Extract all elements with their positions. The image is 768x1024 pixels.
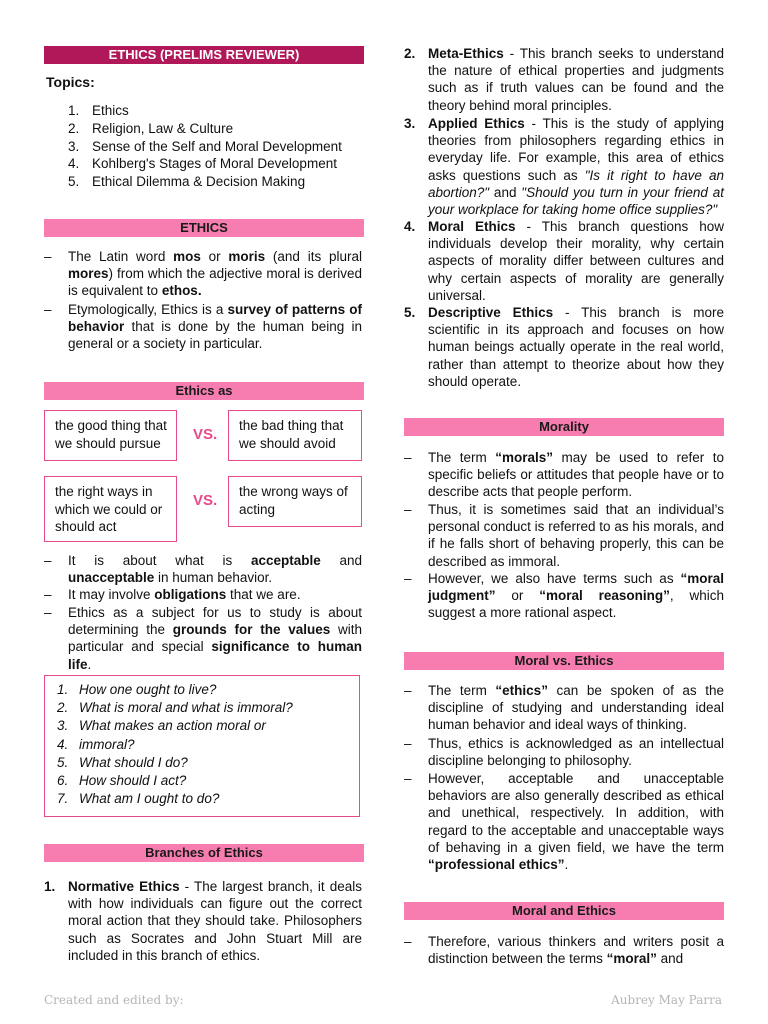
list-item: 5. What should I do? (57, 754, 188, 770)
questions-box (44, 675, 360, 817)
list-item: 5. Ethical Dilemma & Decision Making (68, 174, 306, 190)
list-item: 4. Kohlberg's Stages of Moral Development (68, 156, 337, 172)
document-title: ETHICS (PRELIMS REVIEWER) (44, 46, 364, 64)
section-header-ethics: ETHICS (44, 219, 364, 237)
branch-normative-ethics: 1. Normative Ethics - The largest branch, it deals with how individuals can figure out the correct moral action that they should take. Philosophers such as Socrates and John Stuart Mill are included in this branch of ethics. (44, 879, 362, 963)
morality-point-2: – Thus, it is sometimes said that an individual’s personal conduct is referred to as his morals, and if he falls short of behaving properly, this can be described as immoral. (428, 501, 724, 570)
topics-list (68, 102, 368, 191)
about-point-2: – It may involve obligations that we are. (68, 586, 362, 603)
branch-applied-ethics: 3. Applied Ethics - This is the study of applying theories from philosophers regarding ethics in everyday life. For example, this area of ethics asks questions such as "Is it right to have an abortion?" and "Should you turn in your friend at your workplace for taking home office supplies?" (404, 116, 724, 218)
list-item: 3. What makes an action moral or (57, 718, 266, 734)
section-header-morality: Morality (404, 418, 724, 436)
list-item: 2. What is moral and what is immoral? (57, 700, 293, 716)
compare-wrong-ways: the wrong ways of acting (228, 476, 362, 527)
branch-moral-ethics: 4. Moral Ethics - This branch questions how individuals develop their morality, why certain aspects of morality differ between cultures and why certain aspects of morality are generally universal. (404, 219, 724, 303)
list-item: 6. How should I act? (57, 773, 187, 789)
ethics-point-1: – The Latin word mos or moris (and its plural mores) from which the adjective moral is derived is equivalent to ethos. (68, 248, 362, 300)
moral-vs-point-2: – Thus, ethics is acknowledged as an intellectual discipline belonging to philosophy. (428, 735, 724, 769)
list-item: 2. Religion, Law & Culture (68, 120, 234, 136)
section-header-moral-and-ethics: Moral and Ethics (404, 902, 724, 920)
branch-descriptive-ethics: 5. Descriptive Ethics - This branch is more scientific in its approach and focuses on how human beings actually operate in the real world, rather than attempt to theorize about how they should operate. (404, 305, 724, 389)
morality-point-3: – However, we also have terms such as “moral judgment” or “moral reasoning”, which suggest a more rational aspect. (428, 570, 724, 622)
section-header-moral-vs-ethics: Moral vs. Ethics (404, 652, 724, 670)
moral-and-point-1: – Therefore, various thinkers and writers posit a distinction between the terms “moral” and (428, 933, 724, 967)
morality-point-1: – The term “morals” may be used to refer to specific beliefs or attitudes that people have or to describe acts that people perform. (428, 449, 724, 501)
branch-meta-ethics: 2. Meta-Ethics - This branch seeks to understand the nature of ethical properties and judgments such as if truth values can be found and the theory behind moral principles. (404, 46, 724, 113)
list-item: 4. immoral? (57, 736, 135, 752)
vs-label: VS. (193, 426, 218, 443)
about-point-3: – Ethics as a subject for us to study is about determining the grounds for the values with particular and special significance to human life. (68, 604, 362, 673)
vs-label: VS. (193, 492, 218, 509)
footer-author-name: Aubrey May Parra (611, 993, 722, 1007)
compare-right-ways: the right ways in which we could or should act (44, 476, 177, 542)
section-header-branches: Branches of Ethics (44, 844, 364, 862)
moral-vs-point-1: – The term “ethics” can be spoken of as the discipline of studying and understanding ideal human behavior and ideal ways of thinking. (428, 682, 724, 734)
ethics-point-2: – Etymologically, Ethics is a survey of patterns of behavior that is done by the human being in general or a society in particular. (68, 301, 362, 353)
footer-credit-label: Created and edited by: (44, 993, 184, 1007)
moral-vs-point-3: – However, acceptable and unacceptable behaviors are also generally described as ethical and unethical, respectively. In addition, with regard to the acceptable and unacceptable ways of behaving in a given field, we have the term “professional ethics”. (428, 770, 724, 873)
compare-bad-thing: the bad thing that we should avoid (228, 410, 362, 461)
section-header-ethics-as: Ethics as (44, 382, 364, 400)
list-item: 1. How one ought to live? (57, 682, 217, 697)
about-point-1: – It is about what is acceptable and unacceptable in human behavior. (68, 552, 362, 586)
compare-good-thing: the good thing that we should pursue (44, 410, 177, 461)
list-item: 7. What am I ought to do? (57, 791, 220, 807)
list-item: 1. Ethics (68, 103, 129, 118)
list-item: 3. Sense of the Self and Moral Development (68, 138, 342, 154)
topics-label: Topics: (46, 74, 95, 90)
